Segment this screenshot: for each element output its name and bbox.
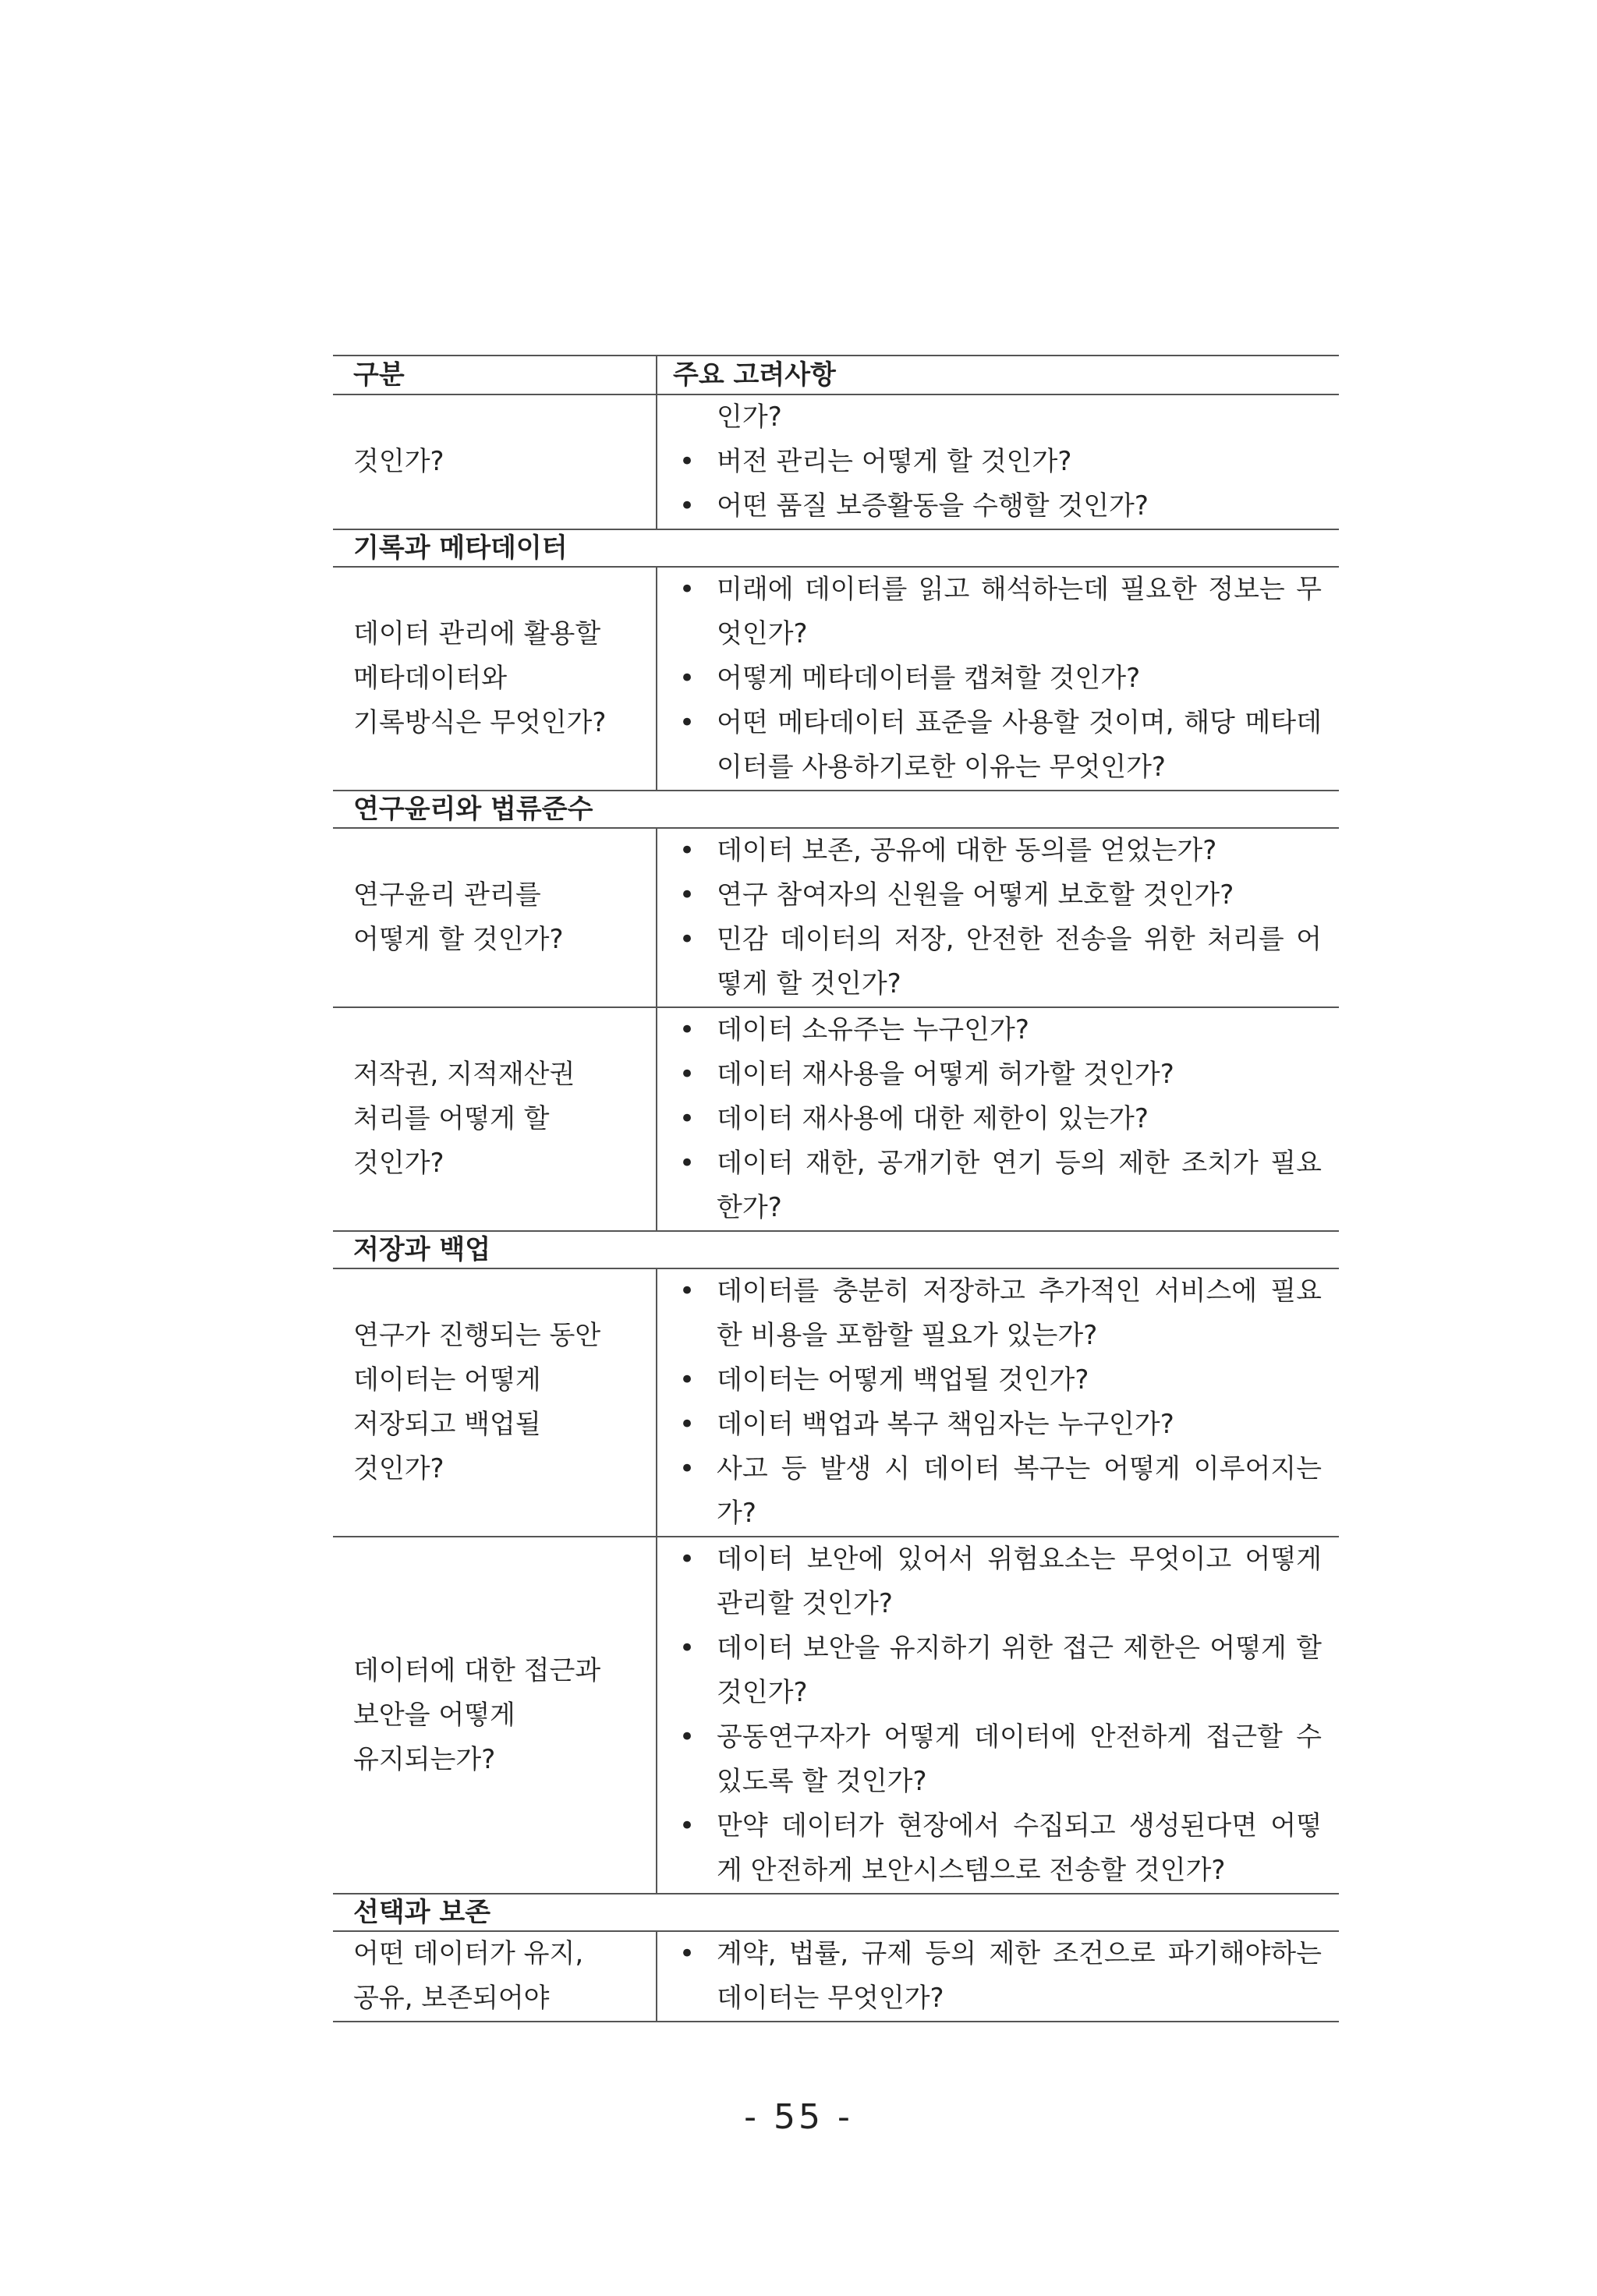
question-line: 것인가? [353, 1148, 444, 1179]
table-row [333, 1537, 1339, 1894]
question-cell [333, 828, 657, 1007]
consideration-item: • 데이터 백업과 복구 책임자는 누구인가? [673, 1403, 1322, 1447]
considerations-cell [657, 1007, 1339, 1231]
question-line: 데이터는 어떻게 [353, 1364, 541, 1396]
consideration-item: • 데이터를 충분히 저장하고 추가적인 서비스에 필요한 비용을 포함할 필요가 있는가? [673, 1269, 1322, 1358]
consideration-item: • 어떻게 메타데이터를 캡쳐할 것인가? [673, 656, 1322, 701]
consideration-item: • 어떤 품질 보증활동을 수행할 것인가? [673, 484, 1322, 529]
question-line: 메타데이터와 [353, 663, 508, 694]
consideration-item: • 민감 데이터의 저장, 안전한 전송을 위한 처리를 어떻게 할 것인가? [673, 918, 1322, 1006]
header-considerations: 주요 고려사항 [657, 356, 1339, 394]
considerations-cell [657, 828, 1339, 1007]
section-row [333, 1894, 1339, 1931]
question-line: 것인가? [353, 1453, 444, 1484]
considerations-cell [657, 1931, 1339, 2022]
consideration-item: • 버전 관리는 어떻게 할 것인가? [673, 440, 1322, 484]
table-row [333, 1931, 1339, 2022]
question-cell [333, 1007, 657, 1231]
question-line: 어떤 데이터가 유지, [353, 1938, 584, 1969]
question-line: 저장되고 백업될 [353, 1409, 541, 1440]
consideration-item: • 데이터는 어떻게 백업될 것인가? [673, 1358, 1322, 1403]
page-number: - 55 - [744, 2097, 853, 2137]
question-line: 연구윤리 관리를 [353, 879, 541, 911]
question-cell [333, 394, 657, 529]
question-line: 데이터 관리에 활용할 [353, 618, 601, 649]
section-row [333, 791, 1339, 828]
question-line: 처리를 어떻게 할 [353, 1103, 550, 1134]
section-title: 선택과 보존 [333, 1894, 1339, 1931]
considerations-cell [657, 1268, 1339, 1537]
consideration-item: • 계약, 법률, 규제 등의 제한 조건으로 파기해야하는 데이터는 무엇인가? [673, 1932, 1322, 2021]
consideration-item: • 사고 등 발생 시 데이터 복구는 어떻게 이루어지는가? [673, 1447, 1322, 1536]
table-row [333, 1007, 1339, 1231]
header-category: 구분 [333, 356, 657, 394]
consideration-item: • 데이터 재사용에 대한 제한이 있는가? [673, 1097, 1322, 1141]
table-row [333, 567, 1339, 791]
question-line: 보안을 어떻게 [353, 1699, 515, 1731]
consideration-item: • 데이터 소유주는 누구인가? [673, 1008, 1322, 1052]
considerations-table [333, 355, 1339, 2022]
section-title: 저장과 백업 [333, 1231, 1339, 1268]
question-line: 저작권, 지적재산권 [353, 1059, 575, 1090]
question-line: 데이터에 대한 접근과 [353, 1654, 601, 1686]
question-cell [333, 567, 657, 791]
consideration-item: • 데이터 재사용을 어떻게 허가할 것인가? [673, 1052, 1322, 1097]
question-line: 기록방식은 무엇인가? [353, 707, 607, 738]
table-header-row [333, 356, 1339, 394]
question-line: 것인가? [353, 446, 444, 477]
table-row [333, 1268, 1339, 1537]
consideration-item: • 데이터 보안에 있어서 위험요소는 무엇이고 어떻게 관리할 것인가? [673, 1537, 1322, 1626]
consideration-item: • 공동연구자가 어떻게 데이터에 안전하게 접근할 수 있도록 할 것인가? [673, 1715, 1322, 1804]
considerations-cell [657, 1537, 1339, 1894]
question-cell [333, 1931, 657, 2022]
consideration-item: • 어떤 메타데이터 표준을 사용할 것이며, 해당 메타데이터를 사용하기로한 이유는 무엇인가? [673, 701, 1322, 790]
consideration-item: • 연구 참여자의 신원을 어떻게 보호할 것인가? [673, 873, 1322, 918]
section-row [333, 1231, 1339, 1268]
table-row [333, 394, 1339, 529]
table-row [333, 828, 1339, 1007]
section-title: 기록과 메타데이터 [333, 529, 1339, 567]
continued-text: 인가? [717, 402, 782, 433]
consideration-item: • 만약 데이터가 현장에서 수집되고 생성된다면 어떻게 안전하게 보안시스템으로 전송할 것인가? [673, 1804, 1322, 1893]
consideration-item: • 데이터 보존, 공유에 대한 동의를 얻었는가? [673, 829, 1322, 873]
consideration-item: • 미래에 데이터를 읽고 해석하는데 필요한 정보는 무엇인가? [673, 568, 1322, 656]
question-line: 공유, 보존되어야 [353, 1983, 550, 2014]
question-line: 연구가 진행되는 동안 [353, 1320, 601, 1351]
considerations-cell [657, 567, 1339, 791]
question-line: 어떻게 할 것인가? [353, 924, 564, 955]
consideration-item: • 데이터 보안을 유지하기 위한 접근 제한은 어떻게 할 것인가? [673, 1626, 1322, 1715]
section-title: 연구윤리와 법류준수 [333, 791, 1339, 828]
considerations-cell [657, 394, 1339, 529]
question-line: 유지되는가? [353, 1743, 496, 1775]
question-cell [333, 1537, 657, 1894]
question-cell [333, 1268, 657, 1537]
consideration-item: • 데이터 재한, 공개기한 연기 등의 제한 조치가 필요한가? [673, 1141, 1322, 1230]
section-row [333, 529, 1339, 567]
